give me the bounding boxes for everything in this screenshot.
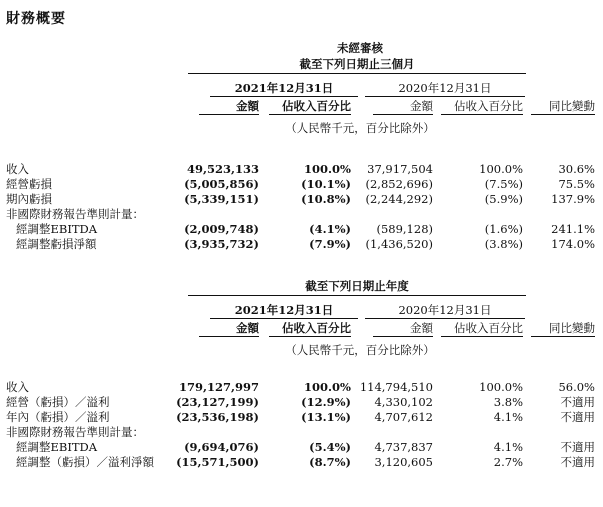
- cell-a2020: (1,436,520): [365, 237, 433, 251]
- cell-yoy: 30.6%: [558, 162, 595, 176]
- cell-a2021: 49,523,133: [186, 162, 259, 176]
- cell-p2021: (12.9%): [301, 395, 351, 409]
- s1-amount-2020: 金額: [373, 100, 433, 115]
- cell-p2021: (5.4%): [309, 440, 351, 454]
- cell-a2021: (15,571,500): [176, 455, 259, 469]
- s1-col-2021: 2021年12月31日: [210, 82, 358, 97]
- s2-yoy: 同比變動: [531, 322, 595, 337]
- cell-p2021: (10.8%): [301, 192, 351, 206]
- cell-p2021: (13.1%): [301, 410, 351, 424]
- cell-a2020: 4,737,837: [374, 440, 433, 454]
- s1-unit-note: （人民幣千元，百分比除外）: [285, 121, 435, 135]
- cell-a2021: 179,127,997: [178, 380, 259, 394]
- cell-p2020: 3.8%: [493, 395, 523, 409]
- cell-yoy: 不適用: [560, 440, 595, 454]
- cell-p2020: (1.6%): [484, 222, 523, 236]
- row-label: 經營虧損: [6, 177, 52, 191]
- cell-p2021: (4.1%): [309, 222, 351, 236]
- cell-a2020: (2,244,292): [365, 192, 433, 206]
- cell-a2020: 37,917,504: [367, 162, 433, 176]
- row-label: 經營（虧損）／溢利: [6, 395, 110, 409]
- cell-p2020: (5.9%): [484, 192, 523, 206]
- cell-p2020: 2.7%: [493, 455, 523, 469]
- cell-p2021: 100.0%: [304, 380, 351, 394]
- cell-yoy: 241.1%: [551, 222, 595, 236]
- cell-yoy: 不適用: [560, 410, 595, 424]
- row-label: 期內虧損: [6, 192, 52, 206]
- s1-yoy: 同比變動: [531, 100, 595, 115]
- row-label: 非國際財務報告準則計量：: [6, 425, 144, 439]
- cell-a2020: 4,330,102: [374, 395, 433, 409]
- cell-a2020: 4,707,612: [374, 410, 433, 424]
- s1-pct-2020: 佔收入百分比: [441, 100, 523, 115]
- row-label: 經調整（虧損）／溢利淨額: [16, 455, 154, 469]
- row-label: 收入: [6, 162, 29, 176]
- cell-p2020: (3.8%): [484, 237, 523, 251]
- cell-p2021: (7.9%): [309, 237, 351, 251]
- s2-unit-note: （人民幣千元，百分比除外）: [285, 343, 435, 357]
- cell-p2020: (7.5%): [484, 177, 523, 191]
- s2-col-2020: 2020年12月31日: [365, 304, 525, 319]
- cell-a2021: (5,005,856): [184, 177, 259, 191]
- s2-col-2021: 2021年12月31日: [210, 304, 358, 319]
- cell-yoy: 不適用: [560, 395, 595, 409]
- cell-a2021: (23,127,199): [176, 395, 259, 409]
- cell-p2020: 100.0%: [479, 162, 523, 176]
- row-label: 收入: [6, 380, 29, 394]
- s1-col-2020: 2020年12月31日: [365, 82, 525, 97]
- cell-a2021: (5,339,151): [184, 192, 259, 206]
- cell-a2021: (3,935,732): [184, 237, 259, 251]
- cell-yoy: 不適用: [560, 455, 595, 469]
- cell-a2021: (2,009,748): [184, 222, 259, 236]
- s2-header-period: 截至下列日期止年度: [188, 280, 526, 296]
- s1-pct-2021: 佔收入百分比: [269, 100, 351, 115]
- cell-a2020: 114,794,510: [359, 380, 433, 394]
- cell-yoy: 137.9%: [551, 192, 595, 206]
- s2-amount-2020: 金額: [373, 322, 433, 337]
- row-label: 非國際財務報告準則計量：: [6, 207, 144, 221]
- cell-yoy: 174.0%: [551, 237, 595, 251]
- s1-header-period: 截至下列日期止三個月: [188, 58, 526, 74]
- cell-p2021: 100.0%: [304, 162, 351, 176]
- cell-p2020: 4.1%: [493, 440, 523, 454]
- cell-a2020: (2,852,696): [365, 177, 433, 191]
- page-title: 財務概要: [6, 11, 66, 27]
- cell-a2020: (589,128): [376, 222, 433, 236]
- s2-pct-2021: 佔收入百分比: [269, 322, 351, 337]
- s1-amount-2021: 金額: [199, 100, 259, 115]
- cell-yoy: 56.0%: [558, 380, 595, 394]
- cell-p2020: 100.0%: [479, 380, 523, 394]
- cell-a2021: (23,536,198): [176, 410, 259, 424]
- row-label: 經調整EBITDA: [16, 222, 98, 236]
- cell-yoy: 75.5%: [558, 177, 595, 191]
- s2-pct-2020: 佔收入百分比: [441, 322, 523, 337]
- row-label: 經調整虧損淨額: [16, 237, 97, 251]
- cell-p2020: 4.1%: [493, 410, 523, 424]
- row-label: 年內（虧損）／溢利: [6, 410, 110, 424]
- cell-a2020: 3,120,605: [374, 455, 433, 469]
- cell-a2021: (9,694,076): [184, 440, 259, 454]
- row-label: 經調整EBITDA: [16, 440, 98, 454]
- s1-header-top: 未經審核: [337, 41, 383, 55]
- cell-p2021: (10.1%): [301, 177, 351, 191]
- s2-amount-2021: 金額: [199, 322, 259, 337]
- cell-p2021: (8.7%): [309, 455, 351, 469]
